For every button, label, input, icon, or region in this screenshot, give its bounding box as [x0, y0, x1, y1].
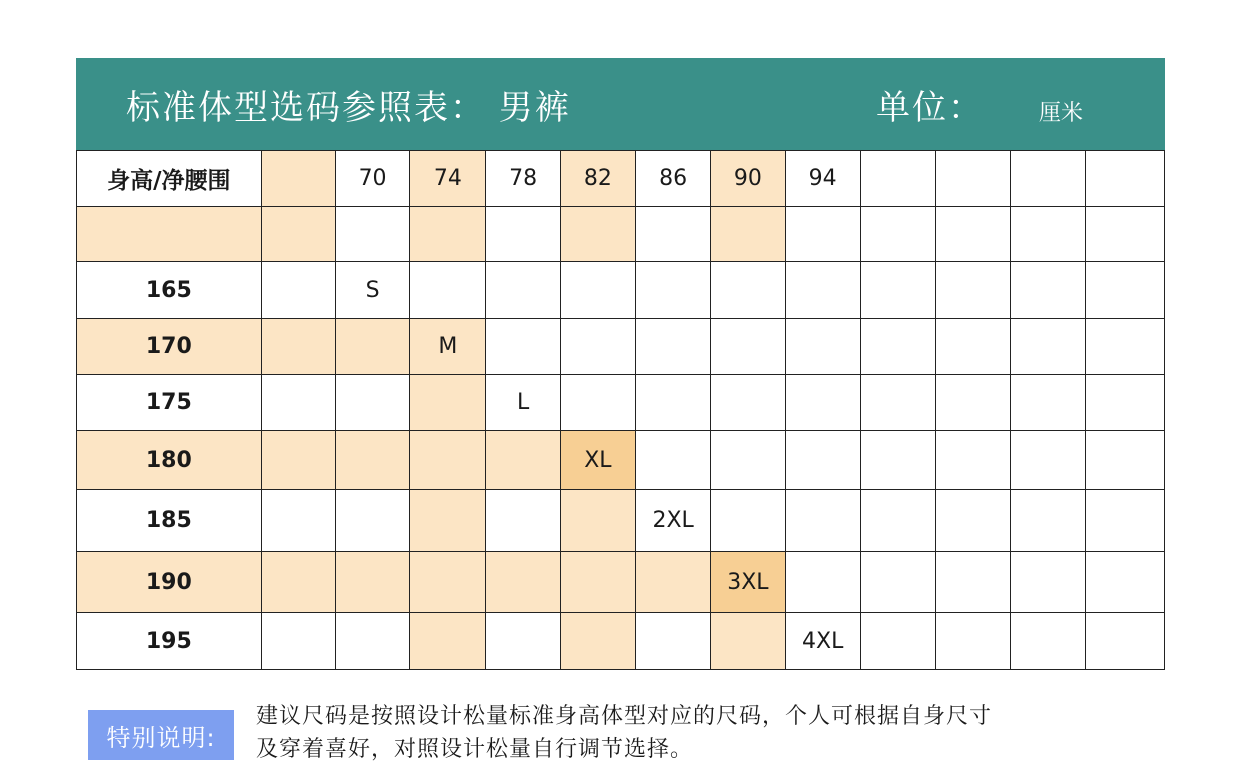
grid-cell	[560, 207, 635, 262]
size-cell: 4XL	[785, 613, 860, 670]
grid-cell	[1085, 490, 1164, 552]
grid-cell	[261, 207, 335, 262]
grid-cell	[1085, 613, 1164, 670]
grid-cell	[636, 375, 711, 431]
grid-cell	[335, 431, 409, 490]
grid-cell	[560, 552, 635, 613]
waist-header-cell: 74	[410, 151, 486, 207]
waist-header-cell	[261, 151, 335, 207]
grid-cell	[785, 207, 860, 262]
waist-header-cell: 86	[636, 151, 711, 207]
grid-cell	[1085, 207, 1164, 262]
table-row	[77, 552, 1165, 613]
height-cell: 185	[77, 490, 262, 552]
grid-cell	[785, 262, 860, 319]
grid-cell	[636, 552, 711, 613]
size-cell: XL	[560, 431, 635, 490]
grid-cell	[1011, 207, 1085, 262]
table-row	[77, 207, 1165, 262]
height-cell: 195	[77, 613, 262, 670]
waist-header-cell: 82	[560, 151, 635, 207]
grid-cell	[711, 613, 785, 670]
grid-cell	[410, 207, 486, 262]
grid-cell	[1011, 431, 1085, 490]
grid-cell	[1085, 431, 1164, 490]
grid-cell	[335, 613, 409, 670]
grid-cell	[785, 319, 860, 375]
chart-header	[76, 58, 1165, 150]
size-cell: 3XL	[711, 552, 785, 613]
table-row	[77, 613, 1165, 670]
size-cell: L	[486, 375, 560, 431]
grid-cell	[486, 262, 560, 319]
waist-header-cell: 70	[335, 151, 409, 207]
grid-cell	[1085, 552, 1164, 613]
size-cell: M	[410, 319, 486, 375]
grid-cell	[410, 552, 486, 613]
grid-cell	[261, 431, 335, 490]
waist-header-cell	[1085, 151, 1164, 207]
grid-cell	[860, 375, 935, 431]
grid-cell	[486, 613, 560, 670]
grid-cell	[1011, 319, 1085, 375]
grid-cell	[410, 431, 486, 490]
grid-cell	[860, 207, 935, 262]
height-cell: 165	[77, 262, 262, 319]
grid-cell	[936, 262, 1011, 319]
grid-cell	[636, 262, 711, 319]
grid-cell	[636, 613, 711, 670]
grid-cell	[785, 552, 860, 613]
table-row	[77, 431, 1165, 490]
grid-cell	[936, 613, 1011, 670]
grid-cell	[261, 319, 335, 375]
grid-cell	[261, 552, 335, 613]
table-row	[77, 319, 1165, 375]
grid-cell	[711, 431, 785, 490]
waist-header-cell	[1011, 151, 1085, 207]
waist-header-cell: 78	[486, 151, 560, 207]
grid-cell	[335, 490, 409, 552]
grid-cell	[1085, 375, 1164, 431]
grid-cell	[711, 375, 785, 431]
grid-cell	[936, 207, 1011, 262]
grid-cell	[860, 319, 935, 375]
grid-cell	[560, 613, 635, 670]
grid-cell	[410, 613, 486, 670]
size-cell: 2XL	[636, 490, 711, 552]
grid-cell	[785, 490, 860, 552]
waist-header-cell: 94	[785, 151, 860, 207]
grid-cell	[261, 613, 335, 670]
grid-cell	[486, 207, 560, 262]
grid-cell	[335, 552, 409, 613]
grid-cell	[335, 375, 409, 431]
height-cell: 170	[77, 319, 262, 375]
grid-cell	[936, 552, 1011, 613]
grid-cell	[785, 431, 860, 490]
waist-header-cell: 90	[711, 151, 785, 207]
grid-cell	[1011, 613, 1085, 670]
grid-cell	[711, 490, 785, 552]
unit-label: 单位：	[876, 88, 984, 128]
size-chart-table	[76, 150, 1165, 670]
grid-cell	[636, 431, 711, 490]
table-row	[77, 375, 1165, 431]
grid-cell	[410, 375, 486, 431]
size-cell: S	[335, 262, 409, 319]
waist-header-cell	[936, 151, 1011, 207]
grid-cell	[486, 490, 560, 552]
grid-cell	[261, 375, 335, 431]
grid-cell	[560, 490, 635, 552]
grid-cell	[1011, 552, 1085, 613]
grid-cell	[636, 319, 711, 375]
grid-cell	[261, 490, 335, 552]
grid-cell	[410, 490, 486, 552]
note-line-1: 建议尺码是按照设计松量标准身高体型对应的尺码，个人可根据自身尺寸	[256, 704, 993, 729]
grid-cell	[560, 319, 635, 375]
grid-cell	[636, 207, 711, 262]
waist-header-cell	[860, 151, 935, 207]
header-row	[77, 151, 1165, 207]
grid-cell	[560, 262, 635, 319]
special-note-badge: 特别说明:	[88, 710, 234, 760]
height-cell	[77, 207, 262, 262]
grid-cell	[486, 319, 560, 375]
table-row	[77, 490, 1165, 552]
grid-cell	[1011, 375, 1085, 431]
height-cell: 180	[77, 431, 262, 490]
grid-cell	[486, 431, 560, 490]
grid-cell	[860, 262, 935, 319]
grid-cell	[1011, 262, 1085, 319]
grid-cell	[711, 319, 785, 375]
grid-cell	[711, 207, 785, 262]
grid-cell	[335, 207, 409, 262]
grid-cell	[1085, 262, 1164, 319]
chart-title: 标准体型选码参照表： 男裤	[126, 88, 571, 128]
grid-cell	[785, 375, 860, 431]
grid-cell	[936, 319, 1011, 375]
note-line-2: 及穿着喜好，对照设计松量自行调节选择。	[256, 737, 694, 762]
grid-cell	[335, 319, 409, 375]
grid-cell	[711, 262, 785, 319]
height-cell: 190	[77, 552, 262, 613]
corner-label: 身高/净腰围	[77, 151, 262, 207]
grid-cell	[486, 552, 560, 613]
unit-value: 厘米	[1039, 101, 1084, 126]
grid-cell	[261, 262, 335, 319]
grid-cell	[860, 431, 935, 490]
grid-cell	[936, 375, 1011, 431]
grid-cell	[560, 375, 635, 431]
height-cell: 175	[77, 375, 262, 431]
grid-cell	[410, 262, 486, 319]
grid-cell	[936, 490, 1011, 552]
grid-cell	[860, 552, 935, 613]
table-row	[77, 262, 1165, 319]
grid-cell	[860, 613, 935, 670]
grid-cell	[1011, 490, 1085, 552]
grid-cell	[936, 431, 1011, 490]
grid-cell	[860, 490, 935, 552]
special-note-text	[256, 700, 1156, 766]
grid-cell	[1085, 319, 1164, 375]
